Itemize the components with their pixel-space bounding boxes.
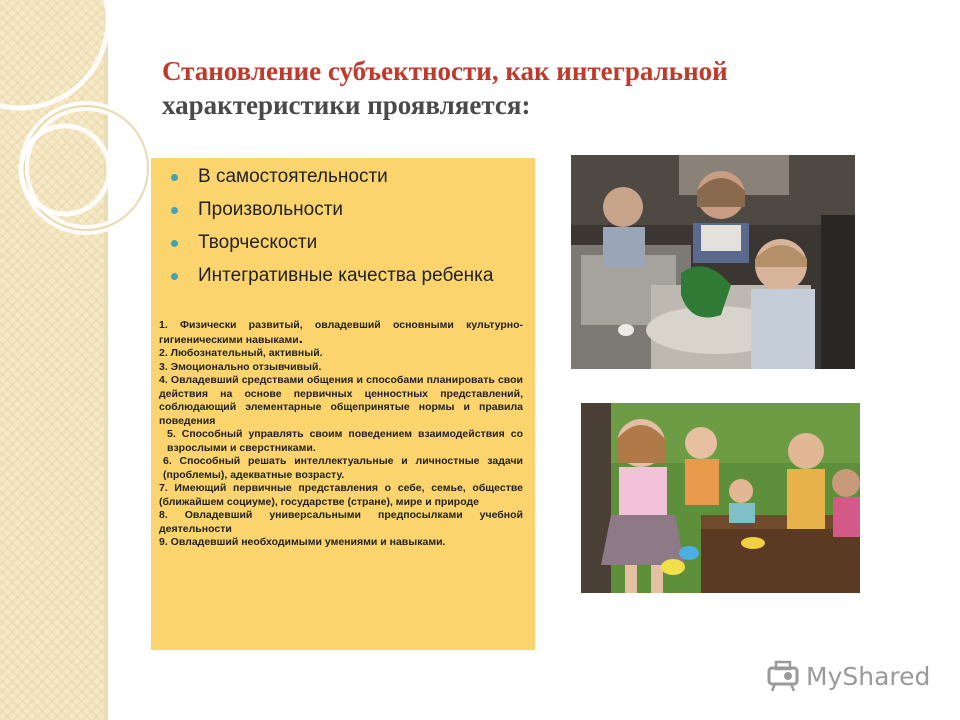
quality-text: 1. Физически развитый, овладевший основными культурно-гигиеническими навыками <box>159 319 523 346</box>
bullet-item <box>171 263 526 288</box>
quality-item: 6. Способный решать интеллектуальные и личностные задачи (проблемы), адекватные возрасту. <box>163 455 523 481</box>
bullet-dot-icon <box>171 240 178 247</box>
quality-item: 7. Имеющий первичные представления о себе, семье, обществе (ближайшем социуме), государстве (стране), мире и природе <box>159 482 523 508</box>
slide-title-line1: Становление субъектности, как интегральной <box>162 56 728 86</box>
myshared-watermark <box>766 660 931 692</box>
bullet-dot-icon <box>171 174 178 181</box>
bullet-item <box>171 230 526 255</box>
watermark-text: MyShared <box>806 662 931 691</box>
projector-logo-icon <box>766 660 802 692</box>
bullet-item <box>171 197 526 222</box>
photo-children-washing-image <box>571 155 855 369</box>
quality-item: 9. Овладевший необходимыми умениями и навыками. <box>159 536 446 548</box>
quality-end-dot: . <box>298 330 303 347</box>
bullet-label: В самостоятельности <box>198 166 388 187</box>
photo-children-washing <box>571 155 855 369</box>
bullet-label: Интегративные качества ребенка <box>198 265 494 286</box>
bullet-dot-icon <box>171 207 178 214</box>
quality-item <box>159 318 523 347</box>
bullet-label: Произвольности <box>198 199 344 220</box>
quality-item: 2. Любознательный, активный. <box>159 347 323 359</box>
photo-children-playing <box>581 403 860 593</box>
bullet-list <box>171 164 526 288</box>
qualities-list <box>159 318 523 550</box>
slide-title-line2: характеристики проявляется: <box>162 90 531 120</box>
bullet-dot-icon <box>171 273 178 280</box>
content-box <box>151 158 535 650</box>
bullet-item <box>171 164 526 189</box>
quality-item: 8. Овладевший универсальными предпосылками учебной деятельности <box>159 509 523 535</box>
bullet-label: Творческости <box>198 232 318 253</box>
slide-title <box>162 54 862 122</box>
quality-item: 3. Эмоционально отзывчивый. <box>159 360 322 373</box>
photo-children-playing-image <box>581 403 860 593</box>
ring-small <box>21 126 109 214</box>
quality-item: 5. Способный управлять своим поведением взаимодействия со взрослыми и сверстниками. <box>167 428 523 454</box>
quality-item: 4. Овладевший средствами общения и способами планировать свои действия на основе первичных ценностных представлений, соблюдающий элементарные общепринятые нормы и правила поведения <box>159 374 523 427</box>
ring-large <box>0 0 108 108</box>
